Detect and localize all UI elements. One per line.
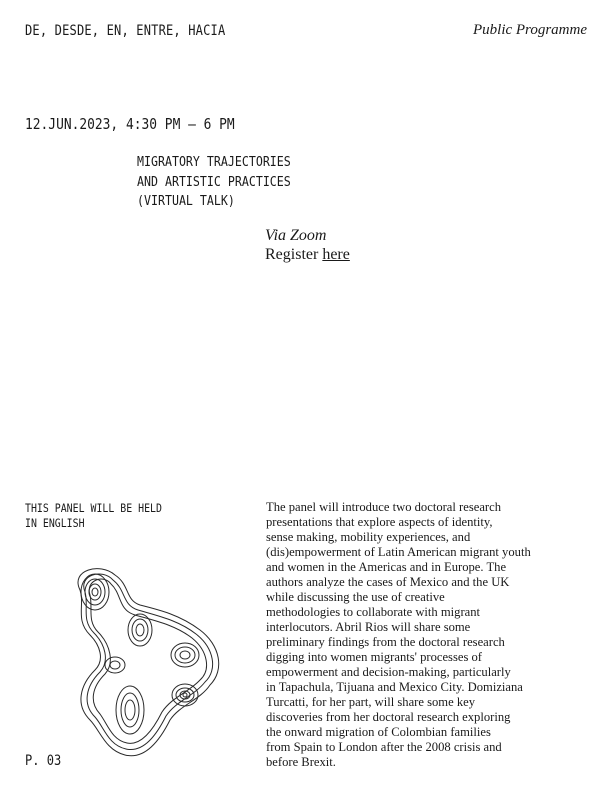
description-line: and women in the Americas and in Europe. The — [266, 560, 507, 574]
register-link[interactable]: here — [322, 246, 350, 263]
panel-description — [266, 500, 612, 770]
description-line: authors analyze the cases of Mexico and the UK — [266, 575, 510, 589]
description-line: interlocutors. Abril Rios will share some — [266, 620, 471, 634]
contour-hill-top-left — [81, 574, 109, 610]
event-title-line: MIGRATORY TRAJECTORIES — [137, 154, 291, 170]
description-line: empowerment and decision-making, particularly — [266, 665, 511, 679]
topographic-contour-icon — [60, 560, 230, 765]
description-line: in Tapachula, Tijuana and Mexico City. Domiziana — [266, 680, 523, 694]
description-line: digging into women migrants' processes of — [266, 650, 482, 664]
section-title: Public Programme — [472, 22, 587, 38]
header-prepositions: DE, DESDE, EN, ENTRE, HACIA — [25, 23, 226, 39]
description-line: from Spain to London after the 2008 crisis and — [266, 740, 502, 754]
description-line: discoveries from her doctoral research exploring — [266, 710, 511, 724]
description-line: before Brexit. — [266, 755, 336, 769]
register-line — [265, 246, 350, 264]
language-note-line: IN ENGLISH — [25, 516, 85, 530]
event-title — [137, 153, 291, 212]
event-title-line: (VIRTUAL TALK) — [137, 193, 235, 209]
contour-hill-lower-left — [116, 686, 144, 734]
contour-outer-layer — [78, 569, 219, 756]
page-number: P. 03 — [25, 753, 62, 769]
event-datetime: 12.JUN.2023, 4:30 PM – 6 PM — [25, 115, 235, 133]
language-note — [25, 501, 162, 531]
description-line: (dis)empowerment of Latin American migrant youth — [266, 545, 531, 559]
contour-hill-center — [128, 614, 152, 646]
contour-hill-bottom — [172, 684, 198, 706]
description-line: methodologies to collaborate with migrant — [266, 605, 481, 619]
description-line: presentations that explore aspects of identity, — [266, 515, 493, 529]
description-line: the onward migration of Colombian families — [266, 725, 491, 739]
description-line: while discussing the use of creative — [266, 590, 445, 604]
description-line: sense making, mobility experiences, and — [266, 530, 471, 544]
contour-hill-right — [171, 643, 199, 667]
event-venue: Via Zoom — [265, 227, 327, 244]
description-line: The panel will introduce two doctoral research — [266, 500, 501, 514]
event-title-line: AND ARTISTIC PRACTICES — [137, 173, 291, 190]
language-note-line: THIS PANEL WILL BE HELD — [25, 501, 162, 515]
contour-hill-mid-left — [105, 657, 125, 673]
register-label: Register — [265, 246, 319, 263]
description-line: preliminary findings from the doctoral research — [266, 635, 505, 649]
description-line: Turcatti, for her part, will share some key — [266, 695, 476, 709]
